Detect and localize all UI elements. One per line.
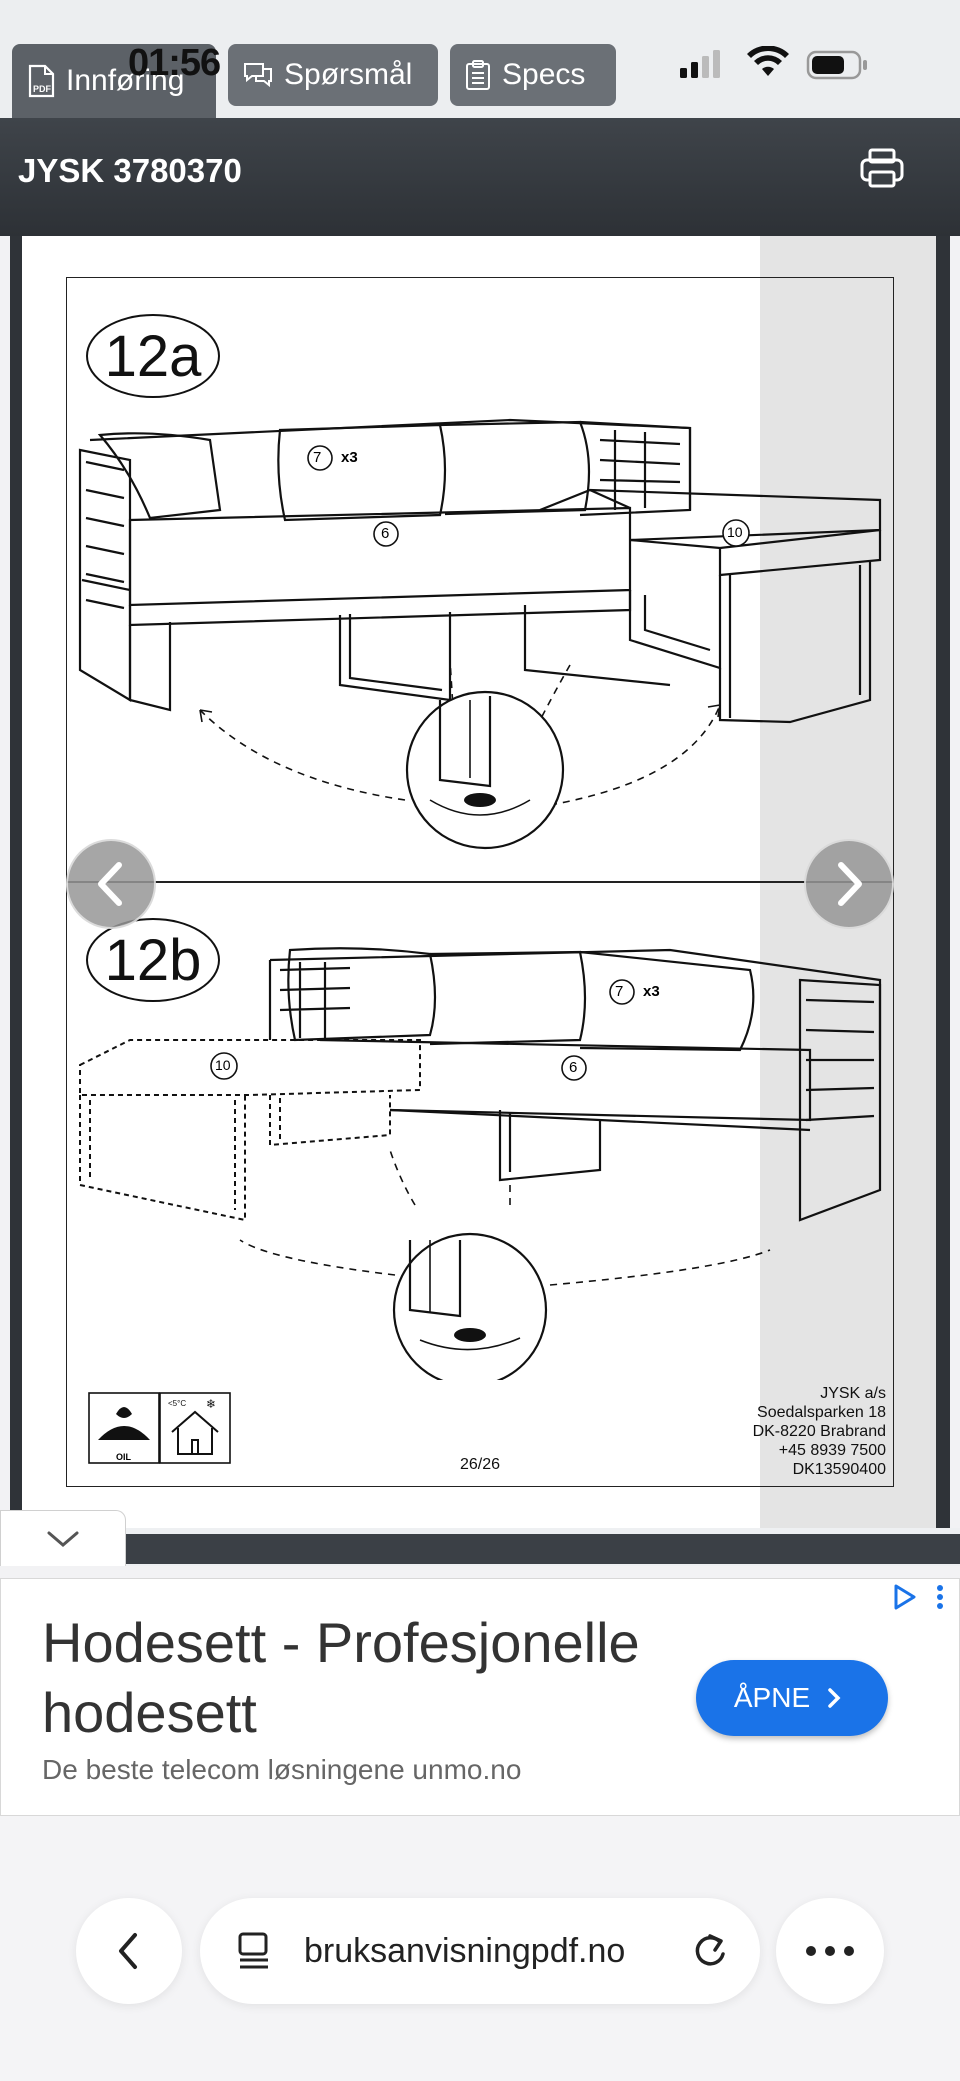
- chevron-left-icon: [91, 859, 131, 909]
- ad-open-button[interactable]: [696, 1660, 888, 1736]
- print-icon[interactable]: [858, 144, 906, 192]
- pdf-icon: [26, 64, 56, 98]
- reader-icon[interactable]: [234, 1928, 274, 1972]
- reload-icon[interactable]: [690, 1930, 730, 1972]
- tab-sporsmal[interactable]: [228, 44, 438, 106]
- back-button[interactable]: [76, 1898, 182, 2004]
- ad-choices-icon[interactable]: [890, 1582, 950, 1612]
- care-symbols: [88, 1392, 232, 1464]
- ad-subtitle: De beste telecom løsningene unmo.no: [42, 1754, 522, 1785]
- tab-label: Specs: [502, 58, 586, 91]
- tab-label: Innføring: [66, 64, 185, 97]
- company-line: JYSK a/s: [820, 1385, 886, 1402]
- part-number-seat: 6: [381, 525, 390, 542]
- part-number-cushion: 7: [615, 983, 624, 1000]
- part-quantity: x3: [341, 449, 358, 466]
- company-line: DK-8220 Brabrand: [752, 1423, 886, 1440]
- more-dots-icon: [805, 1945, 855, 1957]
- ad-open-label: ÅPNE: [733, 1682, 811, 1713]
- sofa-illustration-12a: [70, 400, 890, 860]
- url-text[interactable]: bruksanvisningpdf.no: [304, 1932, 626, 1970]
- clipboard-icon: [464, 59, 492, 91]
- part-number-cushion: 7: [313, 449, 322, 466]
- collapse-viewer-button[interactable]: [0, 1510, 126, 1566]
- chevron-right-icon: [829, 859, 869, 909]
- svg-text:<5°C: <5°C: [168, 1399, 187, 1408]
- next-page-button[interactable]: [804, 839, 894, 929]
- part-number-table: 10: [215, 1057, 231, 1073]
- part-quantity: x3: [643, 983, 660, 1000]
- viewer-bottom-edge: [126, 1534, 960, 1564]
- company-line: +45 8939 7500: [778, 1442, 886, 1459]
- battery-icon: [808, 52, 867, 78]
- part-number-seat: 6: [569, 1059, 578, 1076]
- status-time: 01:56: [128, 42, 221, 84]
- company-line: Soedalsparken 18: [757, 1404, 886, 1421]
- company-address: [700, 1384, 886, 1479]
- status-icons: [676, 46, 876, 86]
- more-options-button[interactable]: [776, 1898, 884, 2004]
- step-number-12a: 12a: [86, 314, 220, 398]
- signal-icon: [680, 50, 720, 78]
- chevron-left-icon: [111, 1929, 147, 1973]
- ad-title[interactable]: Hodesett - Profesjonelle hodesett: [42, 1611, 640, 1744]
- wifi-icon: [747, 46, 789, 76]
- tab-specs[interactable]: [450, 44, 616, 106]
- chat-icon: [242, 60, 274, 90]
- page-number: 26/26: [459, 1456, 501, 1473]
- sofa-illustration-12b: [70, 940, 890, 1380]
- svg-text:❄: ❄: [206, 1397, 217, 1411]
- care-label-text: OIL: [116, 1452, 131, 1462]
- part-number-table: 10: [727, 524, 743, 540]
- chevron-right-icon: [820, 1686, 850, 1710]
- company-line: DK13590400: [792, 1461, 886, 1478]
- chevron-down-icon: [45, 1529, 81, 1549]
- document-title: JYSK 3780370: [18, 152, 242, 189]
- tab-label: Spørsmål: [284, 58, 413, 91]
- svg-text:PDF: PDF: [33, 84, 51, 94]
- step-divider: [66, 881, 894, 883]
- previous-page-button[interactable]: [66, 839, 156, 929]
- step-number-12b: 12b: [86, 918, 220, 1002]
